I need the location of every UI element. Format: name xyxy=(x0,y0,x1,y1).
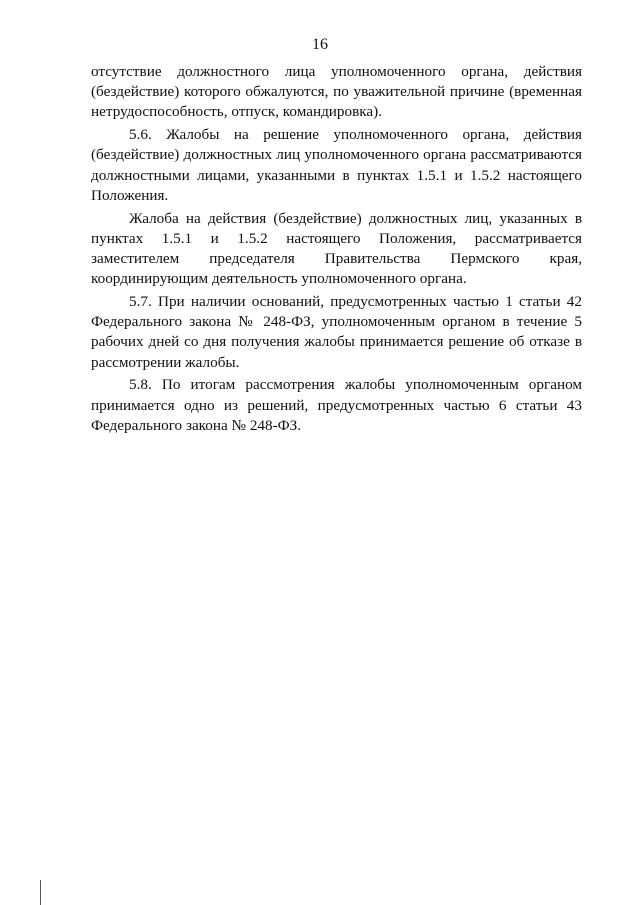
paragraph-complaint-deputy: Жалоба на действия (бездействие) должностных лиц, указанных в пунктах 1.5.1 и 1.5.2 настоящего Положения, рассматривается заместителем председателя Правительства Пермского края, координирующим деятельность уполномоченного органа. xyxy=(91,209,582,288)
paragraph-5-7: 5.7. При наличии оснований, предусмотренных частью 1 статьи 42 Федерального закона № 248-ФЗ, уполномоченным органом в течение 5 рабочих дней со дня получения жалобы принимается решение об отказе в рассмотрении жалобы. xyxy=(91,293,582,371)
page-number: 16 xyxy=(312,36,328,53)
paragraph-5-8: 5.8. По итогам рассмотрения жалобы уполномоченным органом принимается одно из решений, предусмотренных частью 6 статьи 43 Федерального закона № 248-ФЗ. xyxy=(91,376,582,434)
paragraph-5-6: 5.6. Жалобы на решение уполномоченного органа, действия (бездействие) должностных лиц уполномоченного органа рассматриваются должностными лицами, указанными в пунктах 1.5.1 и 1.5.2 настоящего Положения. xyxy=(91,126,582,204)
scan-edge-line xyxy=(40,880,41,905)
document-body xyxy=(91,62,582,436)
paragraph-continuation: отсутствие должностного лица уполномоченного органа, действия (бездействие) которого обжалуются, по уважительной причине (временная нетрудоспособность, отпуск, командировка). xyxy=(91,63,582,121)
